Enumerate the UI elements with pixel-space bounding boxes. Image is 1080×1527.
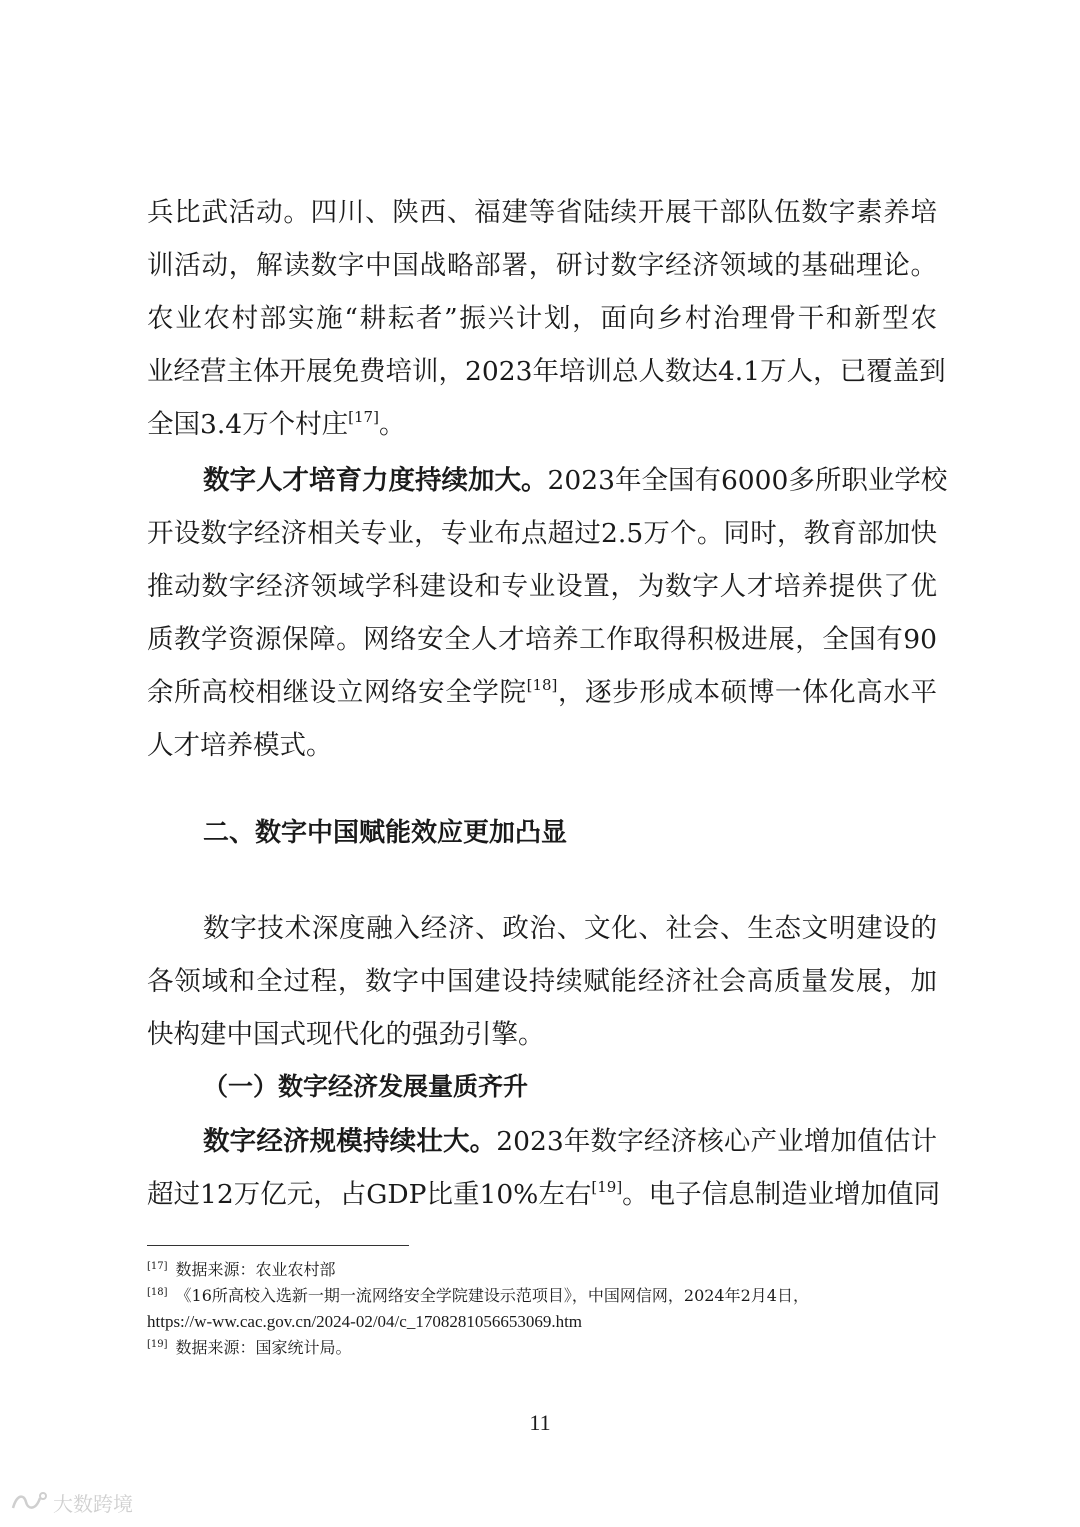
paragraph-line: 推动数字经济领域学科建设和专业设置，为数字人才培养提供了优 (147, 571, 937, 602)
footnote-18 (147, 1283, 947, 1309)
paragraph-lead: 数字经济规模持续壮大。 (203, 1126, 497, 1157)
paragraph-3 (147, 902, 937, 1061)
paragraph-line: 训活动，解读数字中国战略部署，研讨数字经济领域的基础理论。 (147, 250, 937, 281)
page-number: 11 (529, 1410, 551, 1435)
text-run: 2023年数字经济核心产业增加值估计 (496, 1126, 937, 1157)
paragraph-line: 数字技术深度融入经济、政治、文化、社会、生态文明建设的 (203, 913, 937, 944)
footnote-ref-19[interactable]: [19] (591, 1178, 623, 1196)
section-heading: 二、数字中国赋能效应更加凸显 (203, 818, 568, 848)
paragraph-4 (147, 1115, 941, 1221)
paragraph-2 (147, 454, 948, 772)
footnote-19 (147, 1335, 947, 1361)
paragraph-1 (147, 186, 946, 451)
text-run: 余所高校相继设立网络安全学院 (147, 677, 527, 708)
footnote-ref-18[interactable]: [18] (526, 676, 558, 694)
footnote-text: 数据来源：国家统计局。 (175, 1338, 352, 1357)
paragraph-line (147, 398, 937, 451)
paragraph-line: 农业农村部实施“耕耘者”振兴计划，面向乡村治理骨干和新型农 (147, 303, 937, 334)
text-run: 。 (378, 409, 406, 440)
footnote-ref-17[interactable]: [17] (348, 408, 379, 426)
footnote-marker: [19] (147, 1339, 168, 1350)
footnotes (147, 1257, 947, 1361)
text-run: 超过12万亿元，占GDP比重10%左右 (147, 1179, 592, 1210)
paragraph-line (147, 666, 937, 719)
text-run: 2023年全国有6000多所职业学校 (547, 465, 948, 496)
footnote-17 (147, 1257, 947, 1283)
footnote-link[interactable]: https://w-ww.cac.gov.cn/2024-02/04/c_1708281056653069.htm (147, 1312, 583, 1331)
footnote-text: 《16所高校入选新一期一流网络安全学院建设示范项目》，中国网信网，2024年2月4日， (175, 1286, 809, 1305)
paragraph-line: 快构建中国式现代化的强劲引擎。 (147, 1019, 545, 1050)
footnote-marker: [18] (147, 1287, 168, 1298)
watermark (10, 1488, 133, 1516)
paragraph-line: 兵比武活动。四川、陕西、福建等省陆续开展干部队伍数字素养培 (147, 197, 937, 228)
paragraph-line: 开设数字经济相关专业，专业布点超过2.5万个。同时，教育部加快 (147, 518, 937, 549)
watermark-text: 大数跨境 (53, 1491, 133, 1516)
text-run: 全国3.4万个村庄 (147, 409, 349, 440)
watermark-logo-icon (10, 1490, 48, 1514)
paragraph-line: 质教学资源保障。网络安全人才培养工作取得积极进展，全国有90 (147, 624, 937, 655)
footnote-text: 数据来源：农业农村部 (175, 1260, 336, 1279)
subsection-heading: （一）数字经济发展量质齐升 (203, 1072, 529, 1101)
paragraph-line: 各领域和全过程，数字中国建设持续赋能经济社会高质量发展，加 (147, 966, 937, 997)
footnote-marker: [17] (147, 1261, 168, 1272)
paragraph-line (147, 1168, 941, 1221)
paragraph-line (147, 454, 948, 507)
paragraph-line: 业经营主体开展免费培训，2023年培训总人数达4.1万人，已覆盖到 (147, 356, 946, 387)
text-run: ，逐步形成本硕博一体化高水平 (557, 677, 938, 708)
text-run: 。电子信息制造业增加值同 (622, 1179, 941, 1210)
paragraph-lead: 数字人才培育力度持续加大。 (203, 465, 548, 496)
paragraph-line: 人才培养模式。 (147, 730, 333, 761)
paragraph-line (147, 1115, 937, 1168)
footnote-18-url (147, 1309, 947, 1335)
footnote-divider (147, 1245, 409, 1246)
